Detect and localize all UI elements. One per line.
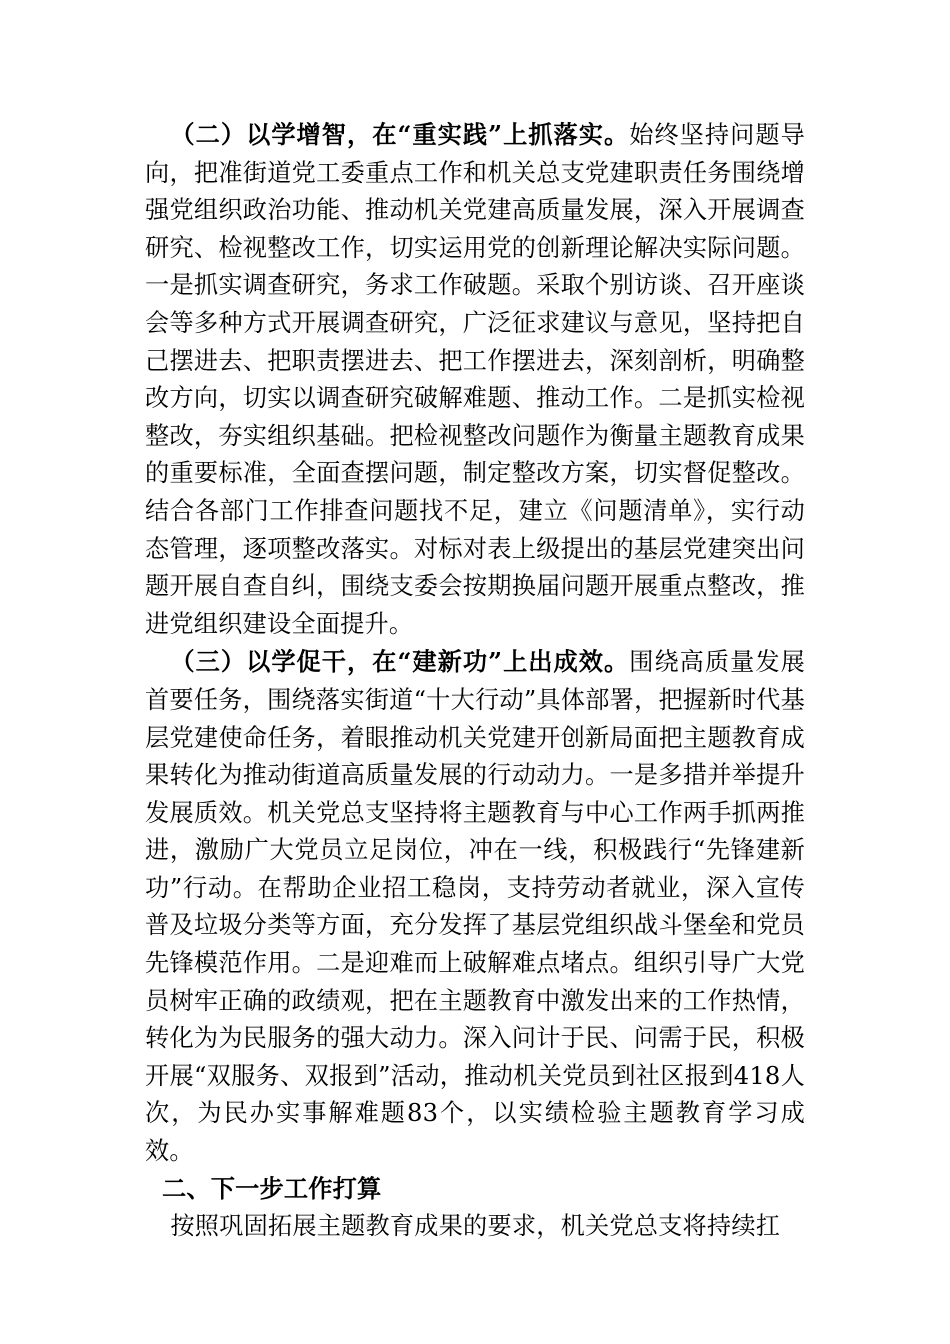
- paragraph-practice: [145, 116, 805, 643]
- paragraph-achievement: [145, 643, 805, 1170]
- paragraph-lead: （二）以学增智，在“重实践”上抓落实。: [170, 120, 630, 149]
- section-heading: 二、下一步工作打算: [161, 1174, 382, 1203]
- paragraph-next-steps: 按照巩固拓展主题教育成果的要求，机关党总支将持续扛: [170, 1212, 781, 1241]
- paragraph-lead: （三）以学促干，在“建新功”上出成效。: [170, 647, 630, 677]
- document-page: [145, 116, 805, 1246]
- paragraph-body: 围绕高质量发展首要任务，围绕落实街道“十大行动”具体部署，把握新时代基层党建使命任务，着眼推动机关党建开创新局面把主题教育成果转化为推动街道高质量发展的行动动力。一是多措并举提升发展质效。机关党总支坚持将主题教育与中心工作两手抓两推进，激励广大党员立足岗位，冲在一线，积极践行“先锋建新功”行动。在帮助企业招工稳岗，支持劳动者就业，深入宣传普及垃圾分类等方面，充分发挥了基层党组织战斗堡垒和党员先锋模范作用。二是迎难而上破解难点堵点。组织引导广大党员树牢正确的政绩观，把在主题教育中激发出来的工作热情，转化为为民服务的强大动力。深入问计于民、问需于民，积极开展“双服务、双报到”活动，推动机关党员到社区报到418人次，为民办实事解难题83个，以实绩检验主题教育学习成效。: [145, 648, 805, 1166]
- paragraph-body: 始终坚持问题导向，把准街道党工委重点工作和机关总支党建职责任务围绕增强党组织政治功能、推动机关党建高质量发展，深入开展调查研究、检视整改工作，切实运用党的创新理论解决实际问题。一是抓实调查研究，务求工作破题。采取个别访谈、召开座谈会等多种方式开展调查研究，广泛征求建议与意见，坚持把自己摆进去、把职责摆进去、把工作摆进去，深刻剖析，明确整改方向，切实以调查研究破解难题、推动工作。二是抓实检视整改，夯实组织基础。把检视整改问题作为衡量主题教育成果的重要标准，全面查摆问题，制定整改方案，切实督促整改。结合各部门工作排查问题找不足，建立《问题清单》，实行动态管理，逐项整改落实。对标对表上级提出的基层党建突出问题开展自查自纠，围绕支委会按期换届问题开展重点整改，推进党组织建设全面提升。: [145, 121, 805, 638]
